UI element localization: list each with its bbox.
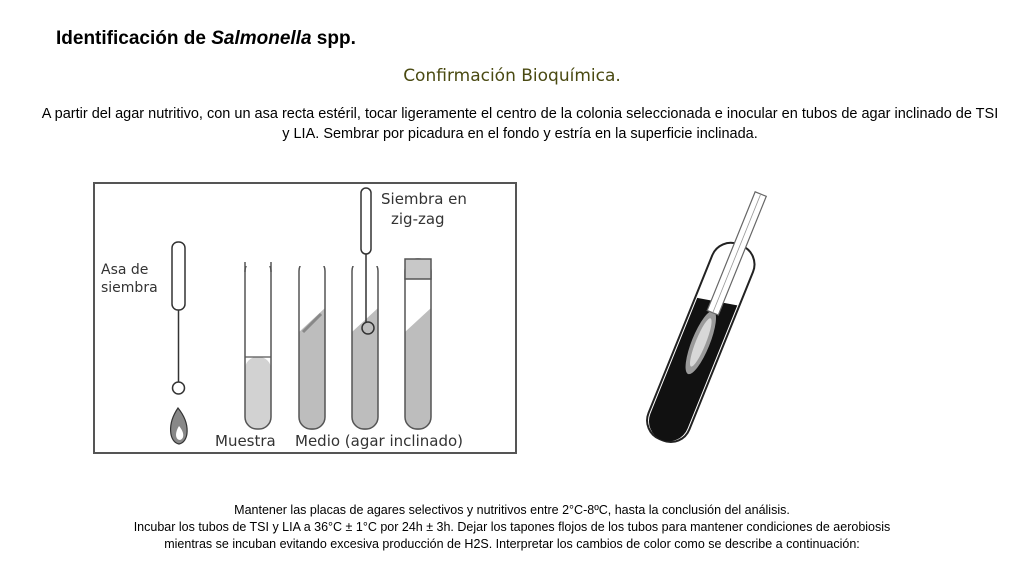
loop-handle-2: [361, 188, 371, 254]
tube-cap: [405, 259, 431, 279]
label-muestra: Muestra: [215, 432, 276, 450]
loop-tip: [173, 382, 185, 394]
footer-line-2: Incubar los tubos de TSI y LIA a 36°C ± 1°C por 24h ± 3h. Dejar los tapones flojos de los tubos para mantener condiciones de aerobiosis: [133, 520, 891, 534]
footer-line-3: mientras se incuban evitando excesiva producción de H2S. Interpretar los cambios de color como se describe a continuación:: [164, 537, 860, 551]
intro-paragraph: A partir del agar nutritivo, con un asa recta estéril, tocar ligeramente el centro de la colonia seleccionada e inocular en tubos de agar inclinado de TSI y LIA. Sembrar por picadura en el fondo y estría en la superficie inclinada.: [41, 106, 999, 142]
label-medio: Medio (agar inclinado): [295, 432, 464, 450]
title-prefix: Identificación de: [56, 28, 212, 49]
inoculation-diagram: [93, 182, 517, 454]
tilted-tube-illustration: [612, 185, 812, 455]
title-suffix: spp.: [311, 28, 356, 49]
label-siembra-line2: zig-zag: [391, 210, 445, 228]
slide-title: [56, 28, 356, 50]
label-asa-line2: siembra: [101, 280, 158, 296]
slide-subtitle: Confirmación Bioquímica.: [403, 66, 621, 86]
loop-handle: [172, 242, 185, 310]
footer-instructions: [30, 502, 994, 553]
title-genus: Salmonella: [211, 28, 312, 49]
label-siembra-line1: Siembra en: [381, 190, 467, 208]
label-asa-line1: Asa de: [101, 262, 149, 278]
footer-line-1: Mantener las placas de agares selectivos y nutritivos entre 2°C-8ºC, hasta la conclusión del análisis.: [234, 503, 790, 517]
